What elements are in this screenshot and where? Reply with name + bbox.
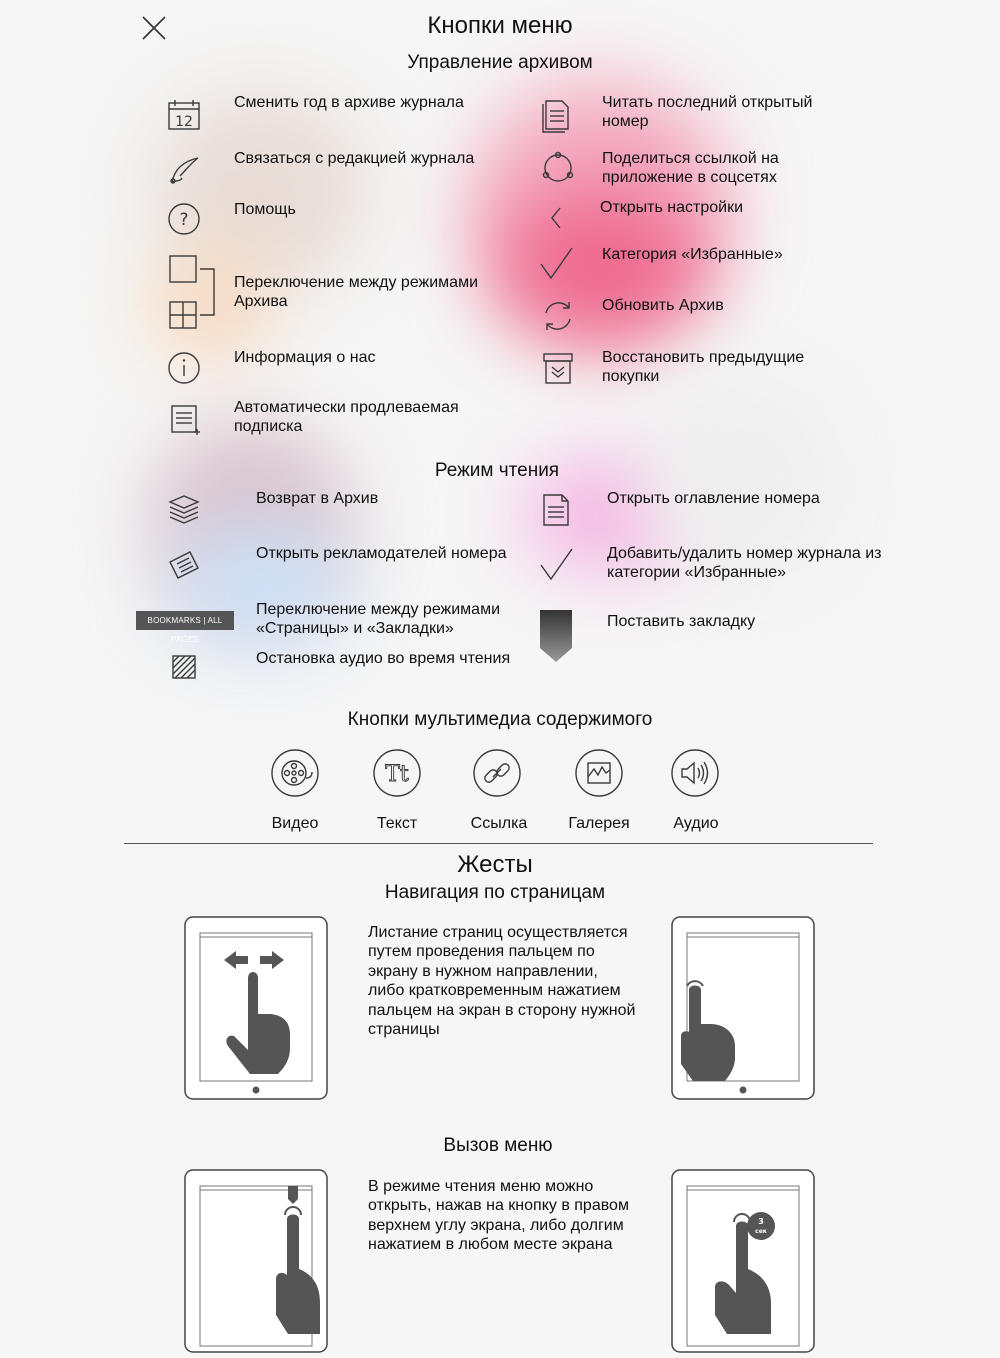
svg-text:?: ? xyxy=(179,210,189,230)
grid-toggle-icon[interactable] xyxy=(164,252,220,332)
text-icon xyxy=(372,748,422,798)
multimedia-heading: Кнопки мультимедиа содержимого xyxy=(347,709,653,730)
stack-icon[interactable] xyxy=(164,490,204,530)
audio-icon xyxy=(670,748,720,798)
timer-badge-unit: сек xyxy=(755,1228,767,1235)
chevron-left-icon[interactable] xyxy=(536,198,576,238)
reading-item-label: Возврат в Архив xyxy=(256,490,379,507)
menu-description: В режиме чтения меню можно открыть, нажав на кнопку в правом верхнем углу экрана, либо долгим нажатием в любом месте экрана xyxy=(368,1178,629,1254)
gallery-label: Галерея xyxy=(568,815,630,832)
gallery-button[interactable] xyxy=(574,748,624,798)
toc-icon[interactable] xyxy=(536,490,576,530)
menu-heading: Вызов меню xyxy=(443,1135,553,1156)
audio-label: Аудио xyxy=(673,815,719,832)
refresh-icon[interactable] xyxy=(538,296,578,336)
reading-item-label: Поставить закладку xyxy=(607,613,756,630)
text-button[interactable] xyxy=(372,748,422,798)
gallery-icon xyxy=(574,748,624,798)
divider xyxy=(124,843,873,844)
calendar-icon[interactable] xyxy=(164,96,204,136)
reading-item-label: Переключение между режимами «Страницы» и «Закладки» xyxy=(256,601,501,637)
archive-item-label: Автоматически продлеваемая подписка xyxy=(234,399,459,435)
archive-item-label: Восстановить предыдущие покупки xyxy=(602,349,805,385)
navigation-description: Листание страниц осуществляется путем проведения пальцем по экрану в нужном направлении, либо кратковременным нажатием пальцем на экран в сторону нужной страницы xyxy=(368,924,636,1039)
subscription-icon[interactable] xyxy=(164,400,204,440)
video-button[interactable] xyxy=(270,748,320,798)
text-icon-glyph: Tt xyxy=(385,762,409,787)
long-press-gesture-illustration xyxy=(671,1169,815,1353)
archive-item-label: Читать последний открытый номер xyxy=(602,94,813,130)
archive-item-label: Информация о нас xyxy=(234,349,376,366)
navigation-heading: Навигация по страницам xyxy=(384,882,606,903)
bookmark-icon[interactable] xyxy=(536,608,576,664)
archive-item-label: Открыть настройки xyxy=(600,199,744,216)
tap-gesture-illustration xyxy=(671,916,815,1100)
archive-item-label: Сменить год в архиве журнала xyxy=(234,94,464,111)
help-icon[interactable] xyxy=(164,199,204,239)
page-title: Кнопки меню xyxy=(427,12,573,39)
bookmarks-toggle-icon[interactable]: BOOKMARKS | ALL PAGES xyxy=(136,611,234,630)
gestures-heading: Жесты xyxy=(457,851,533,878)
archive-item-label: Поделиться ссылкой на приложение в соцсетях xyxy=(602,150,779,186)
text-label: Текст xyxy=(376,815,418,832)
video-icon xyxy=(270,748,320,798)
link-button[interactable] xyxy=(472,748,522,798)
restore-icon[interactable] xyxy=(538,348,578,388)
reading-item-label: Остановка аудио во время чтения xyxy=(256,650,511,667)
calendar-day-label: 12 xyxy=(175,114,193,130)
link-label: Ссылка xyxy=(470,815,528,832)
archive-item-label: Связаться с редакцией журнала xyxy=(234,150,475,167)
audio-stop-icon[interactable] xyxy=(164,648,204,688)
archive-item-label: Обновить Архив xyxy=(602,297,724,314)
swipe-gesture-illustration xyxy=(184,916,328,1100)
feather-icon[interactable] xyxy=(164,150,204,190)
audio-button[interactable] xyxy=(670,748,720,798)
document-icon[interactable] xyxy=(536,95,576,135)
checkmark-icon[interactable] xyxy=(536,244,576,284)
reading-heading: Режим чтения xyxy=(434,460,560,481)
checkmark-icon[interactable] xyxy=(536,545,576,585)
reading-item-label: Открыть оглавление номера xyxy=(607,490,820,507)
reading-item-label: Добавить/удалить номер журнала из категории «Избранные» xyxy=(607,545,882,581)
link-icon xyxy=(472,748,522,798)
advertisers-icon[interactable] xyxy=(164,544,204,584)
info-icon[interactable] xyxy=(164,348,204,388)
timer-badge-number: 3 xyxy=(758,1217,764,1226)
archive-item-label: Переключение между режимами Архива xyxy=(234,274,479,310)
menu-button-gesture-illustration xyxy=(184,1169,328,1353)
reading-item-label: Открыть рекламодателей номера xyxy=(256,545,507,562)
archive-heading: Управление архивом xyxy=(407,52,593,73)
archive-item-label: Помощь xyxy=(234,201,296,218)
video-label: Видео xyxy=(271,815,319,832)
archive-item-label: Категория «Избранные» xyxy=(602,246,783,263)
share-icon[interactable] xyxy=(538,148,578,188)
